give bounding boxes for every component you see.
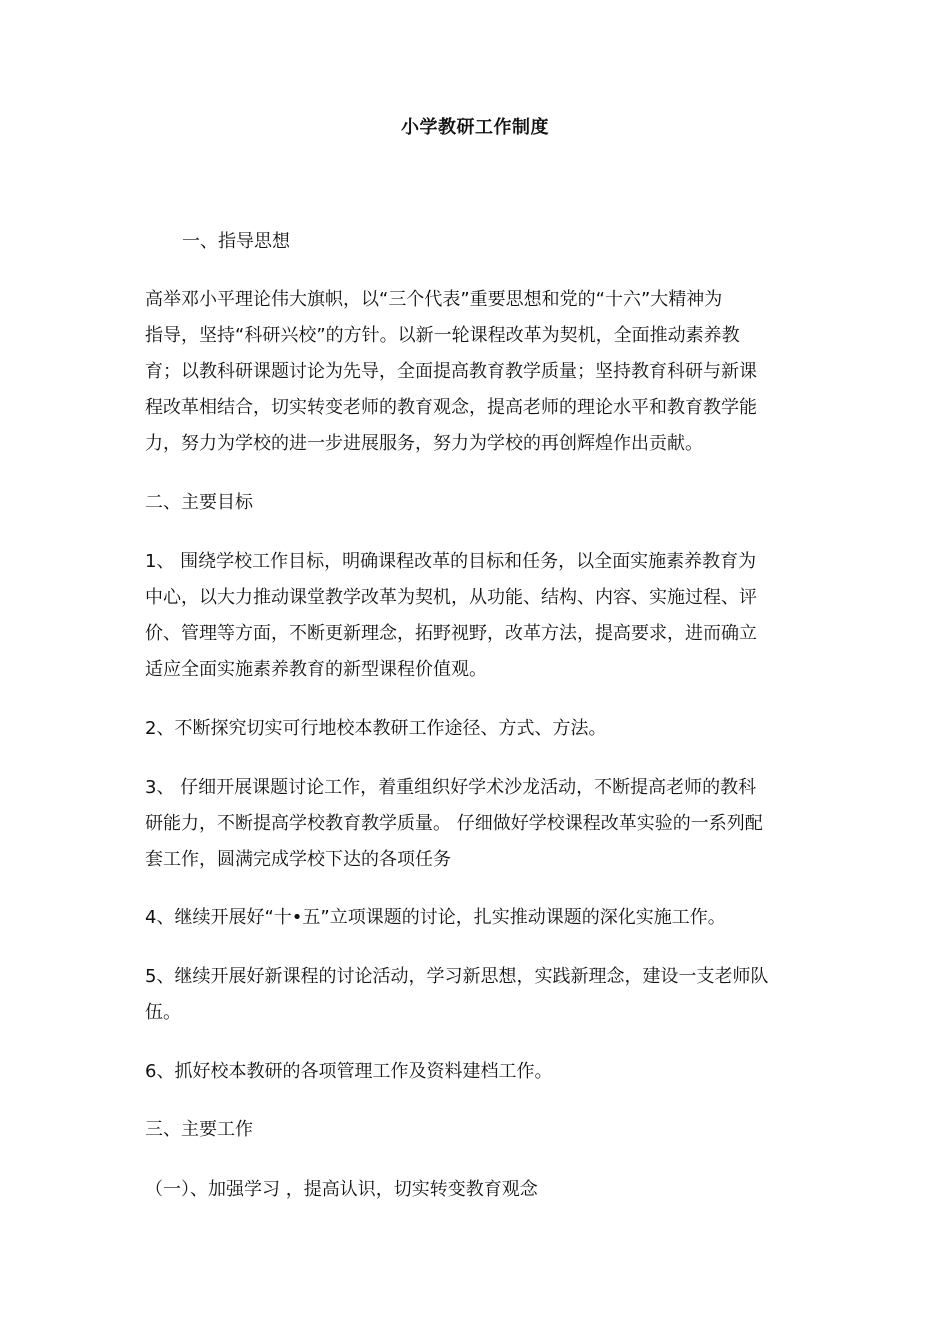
paragraph-line: 伍。 xyxy=(145,1002,181,1023)
goal-item-6 xyxy=(145,1054,810,1090)
paragraph-guiding-ideology xyxy=(145,282,810,462)
paragraph-line: 1、 围绕学校工作目标，明确课程改革的目标和任务，以全面实施素养教育为 xyxy=(145,551,757,572)
section-heading-main-work xyxy=(145,1112,810,1148)
section-heading-main-goals xyxy=(145,485,810,521)
paragraph-line: 3、 仔细开展课题讨论工作，着重组织好学术沙龙活动，不断提高老师的教科 xyxy=(145,777,757,798)
paragraph-line: 高举邓小平理论伟大旗帜，以“三个代表”重要思想和党的“十六”大精神为 xyxy=(145,289,723,310)
document-title: 小学教研工作制度 xyxy=(401,117,549,138)
section-heading-guiding-ideology xyxy=(182,224,847,260)
paragraph-line: 价、管理等方面，不断更新理念，拓野视野，改革方法，提高要求，进而确立 xyxy=(145,623,757,644)
goal-item-5 xyxy=(145,959,810,1031)
heading-text: 一、指导思想 xyxy=(182,231,290,252)
heading-text: 二、主要目标 xyxy=(145,492,253,513)
heading-text: 三、主要工作 xyxy=(145,1119,253,1140)
paragraph-line: 2、不断探究切实可行地校本教研工作途径、方式、方法。 xyxy=(145,718,607,739)
paragraph-line: 4、继续开展好“十•五”立项课题的讨论，扎实推动课题的深化实施工作。 xyxy=(145,907,726,928)
goal-item-4 xyxy=(145,900,810,936)
subsection-heading-1 xyxy=(145,1172,810,1208)
paragraph-line: 程改革相结合，切实转变老师的教育观念，提高老师的理论水平和教育教学能 xyxy=(145,397,757,418)
paragraph-line: 6、抓好校本教研的各项管理工作及资料建档工作。 xyxy=(145,1061,553,1082)
goal-item-3 xyxy=(145,770,810,878)
paragraph-line: 5、继续开展好新课程的讨论活动，学习新思想，实践新理念，建设一支老师队 xyxy=(145,966,769,987)
paragraph-line: 指导，坚持“科研兴校”的方针。以新一轮课程改革为契机，全面推动素养教 xyxy=(145,325,740,346)
paragraph-line: 力，努力为学校的进一步进展服务，努力为学校的再创辉煌作出贡献。 xyxy=(145,433,703,454)
heading-text: （一）、加强学习 ，提高认识，切实转变教育观念 xyxy=(145,1179,538,1200)
paragraph-line: 研能力，不断提高学校教育教学质量。 仔细做好学校课程改革实验的一系列配 xyxy=(145,813,763,834)
paragraph-line: 育；以教科研课题讨论为先导，全面提高教育教学质量；坚持教育科研与新课 xyxy=(145,361,757,382)
paragraph-line: 套工作，圆满完成学校下达的各项任务 xyxy=(145,849,451,870)
paragraph-line: 中心，以大力推动课堂教学改革为契机，从功能、结构、内容、实施过程、评 xyxy=(145,587,757,608)
paragraph-line: 适应全面实施素养教育的新型课程价值观。 xyxy=(145,659,487,680)
goal-item-2 xyxy=(145,711,810,747)
goal-item-1 xyxy=(145,544,810,688)
